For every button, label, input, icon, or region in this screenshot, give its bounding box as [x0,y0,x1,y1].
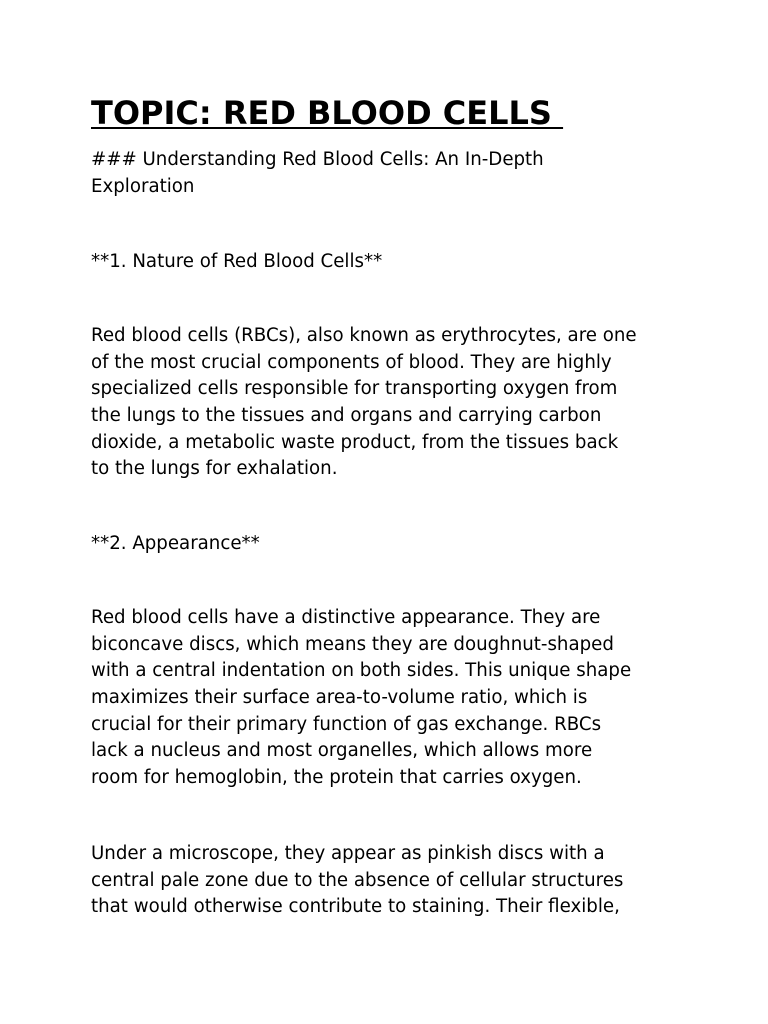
subtitle-line: Exploration [91,175,195,197]
paragraph-line: central pale zone due to the absence of cellular structures [91,869,624,891]
paragraph-appearance-2 [91,841,623,921]
paragraph-nature [91,323,637,483]
paragraph-line: Under a microscope, they appear as pinkish discs with a [91,843,605,864]
paragraph-line: that would otherwise contribute to staining. Their flexible, [91,896,620,918]
paragraph-line: Red blood cells (RBCs), also known as erythrocytes, are one [91,325,637,346]
document-title: TOPIC: RED BLOOD CELLS [91,94,564,132]
paragraph-line: lack a nucleus and most organelles, which allows more [91,740,593,762]
paragraph-line: specialized cells responsible for transporting oxygen from [91,378,618,400]
subtitle-line: ### Understanding Red Blood Cells: An In-Depth [91,149,544,170]
paragraph-line: Red blood cells have a distinctive appearance. They are [91,607,601,628]
paragraph-appearance-1 [91,605,631,792]
paragraph-line: crucial for their primary function of gas exchange. RBCs [91,713,602,735]
section-heading-text: **1. Nature of Red Blood Cells** [91,251,383,272]
paragraph-line: the lungs to the tissues and organs and carrying carbon [91,405,602,427]
paragraph-line: of the most crucial components of blood. They are highly [91,351,612,373]
paragraph-line: with a central indentation on both sides. This unique shape [91,660,632,682]
paragraph-line: biconcave discs, which means they are doughnut-shaped [91,633,614,655]
paragraph-line: room for hemoglobin, the protein that carries oxygen. [91,767,582,789]
paragraph-line: dioxide, a metabolic waste product, from the tissues back [91,431,619,453]
section-heading-text: **2. Appearance** [91,533,260,554]
paragraph-line: to the lungs for exhalation. [91,458,338,480]
subtitle [91,147,544,200]
section-heading-nature [91,249,382,276]
paragraph-line: maximizes their surface area-to-volume ratio, which is [91,687,588,709]
section-heading-appearance [91,531,260,558]
